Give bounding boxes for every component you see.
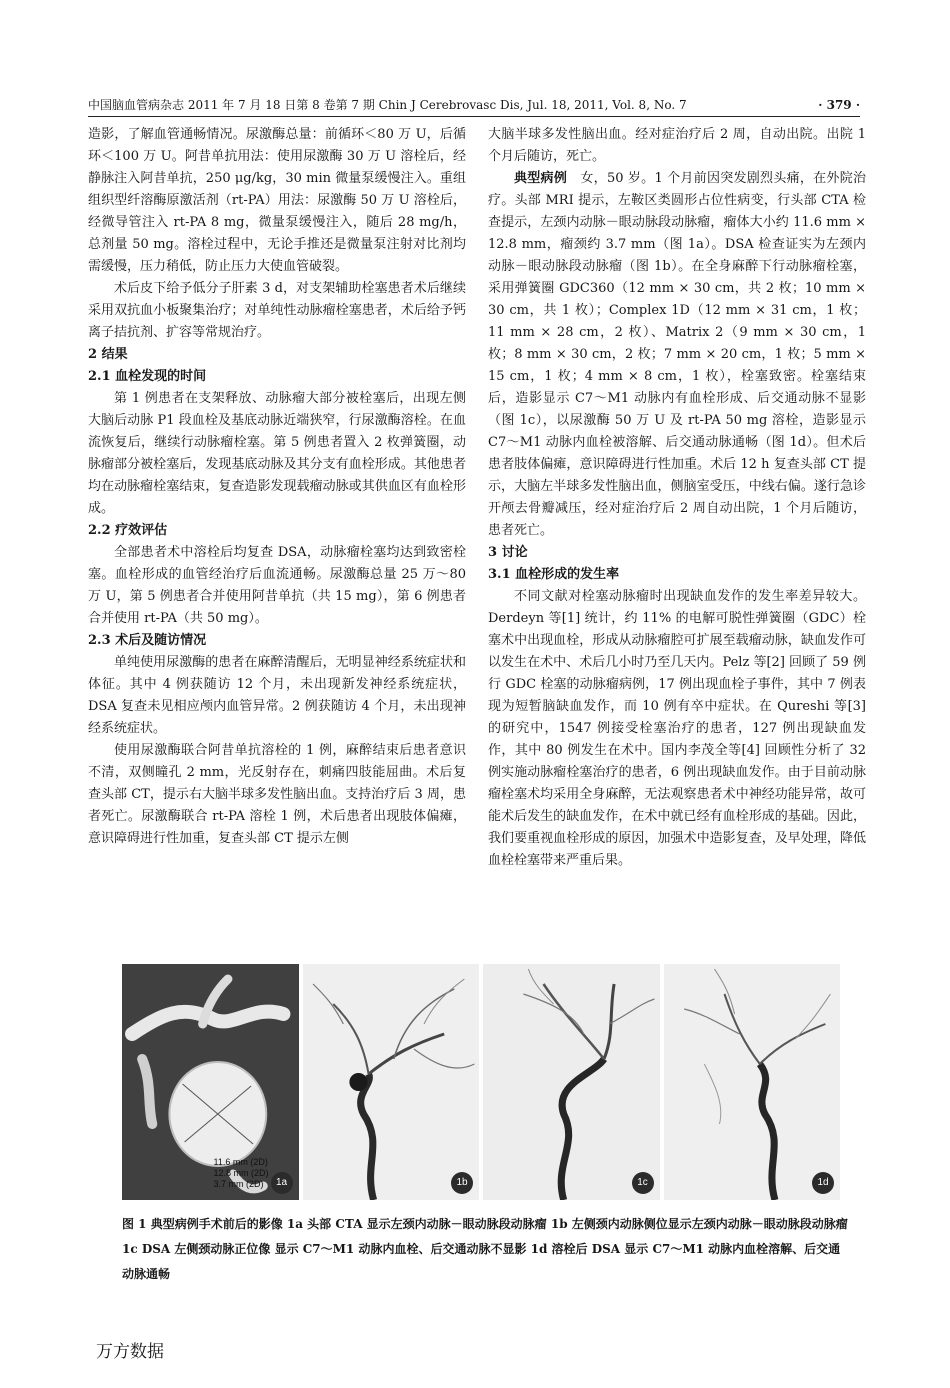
case-report-text: 女，50 岁。1 个月前因突发剧烈头痛，在外院治疗。头部 MRI 提示，左鞍区类圆形占位性病变，行头部 CTA 检查提示，左颈内动脉－眼动脉段动脉瘤，瘤体大小约 11.6 mm × 12.8 mm，瘤颈约 3.7 mm（图 1a）。DSA 检查证实为左颈内动脉－眼动脉段动脉瘤（图 1b）。在全身麻醉下行动脉瘤栓塞，采用弹簧圈 GDC360（12 mm × 30 cm，共 2 枚；10 mm × 30 cm，共 1 枚）；Complex 1D（12 mm × 31 cm，1 枚；11 mm × 28 cm，2 枚）、Matrix 2（9 mm × 30 cm，1 枚；8 mm × 30 cm，2 枚；7 mm × 20 cm，1 枚；5 mm × 15 cm，1 枚；4 mm × 8 cm，1 枚），栓塞致密。栓塞结束后，造影显示 C7～M1 动脉内有血栓形成、后交通动脉不显影（图 1c），以尿激酶 50 万 U 及 rt-PA 50 mg 溶栓，造影显示 C7～M1 动脉内血栓被溶解、后交通动脉通畅（图 1d）。但术后患者肢体偏瘫，意识障碍进行性加重。术后 12 h 复查头部 CT 提示，大脑左半球多发性脑出血，侧脑室受压，中线右偏。遂行急诊开颅去骨瓣减压，经对症治疗后 2 周自动出院，1 个月后随访，患者死亡。 [488,171,866,538]
figure-panel-1a-cta [122,964,299,1200]
measurement-label: 11.6 mm (2D) [213,1157,268,1167]
cta-render-image [122,964,299,1200]
paragraph: 大脑半球多发性脑出血。经对症治疗后 2 周，自动出院。出院 1 个月后随访，死亡。 [488,127,866,164]
source-watermark: 万方数据 [96,1342,164,1362]
running-header [88,94,860,117]
case-report-lead: 典型病例 [514,171,568,186]
paragraph: 造影，了解血管通畅情况。尿激酶总量：前循环＜80 万 U，后循环＜100 万 U。阿昔单抗用法：使用尿激酶 30 万 U 溶栓后，经静脉注入阿昔单抗，250 μg/kg，30 min 微量泵缓慢注入。重组组织型纤溶酶原激活剂（rt-PA）用法：尿激酶 50 万 U 溶栓后，经微导管注入 rt-PA 8 mg，微量泵缓慢注入，随后 28 mg/h，总剂量 50 mg。溶栓过程中，无论手推还是微量泵注射对比剂均需缓慢，压力稍低，防止压力大使血管破裂。 [88,127,466,274]
figure-caption: 图 1 典型病例手术前后的影像 1a 头部 CTA 显示左颈内动脉－眼动脉段动脉瘤 1b 左侧颈内动脉侧位显示左颈内动脉－眼动脉段动脉瘤 1c DSA 左侧颈动脉正位像 显示 C7～M1 动脉内血栓、后交通动脉不显影 1d 溶栓后 DSA 显示 C7～M1 动脉内血栓溶解、后交通动脉通畅 [122,1217,848,1281]
panel-label: 1d [812,1172,834,1194]
subsection-heading: 3.1 血栓形成的发生率 [488,567,620,582]
paragraph: 术后皮下给予低分子肝素 3 d，对支架辅助栓塞患者术后继续采用双抗血小板聚集治疗；对单纯性动脉瘤栓塞患者，术后给予钙离子拮抗剂、扩容等常规治疗。 [88,281,466,340]
right-column [488,124,866,872]
subsection-heading: 2.2 疗效评估 [88,523,168,538]
figure-1 [122,964,840,1200]
paragraph: 全部患者术中溶栓后均复查 DSA，动脉瘤栓塞均达到致密栓塞。血栓形成的血管经治疗后血流通畅。尿激酶总量 25 万～80 万 U，第 5 例患者合并使用阿昔单抗（共 15 mg），第 6 例患者合并使用 rt-PA（共 50 mg）。 [88,545,466,626]
journal-citation: 中国脑血管病杂志 2011 年 7 月 18 日第 8 卷第 7 期 Chin J Cerebrovasc Dis, Jul. 18, 2011, Vol. 8, No. 7 [88,98,687,112]
dsa-image [483,964,660,1200]
figure-panel-1d-dsa [664,964,841,1200]
paragraph: 不同文献对栓塞动脉瘤时出现缺血发作的发生率差异较大。Derdeyn 等[1] 统计，约 11% 的电解可脱性弹簧圈（GDC）栓塞术中出现血栓，形成从动脉瘤腔可扩展至载瘤动脉，缺血发作可以发生在术中、术后几小时乃至几天内。Pelz 等[2] 回顾了 59 例行 GDC 栓塞的动脉瘤病例，17 例出现血栓子事件，其中 7 例表现为短暂脑缺血发作，而 10 例有卒中症状。在 Qureshi 等[3] 的研究中，1547 例接受栓塞治疗的患者，127 例出现缺血发作，其中 80 例发生在术中。国内李茂全等[4] 回顾性分析了 32 例实施动脉瘤栓塞治疗的患者，6 例出现缺血发作。由于目前动脉瘤栓塞术均采用全身麻醉，无法观察患者术中神经功能异常，故可能术后发生的缺血发作，在术中就已经有血栓形成的基础。因此，我们要重视血栓形成的原因，加强术中造影复查，及早处理，降低血栓栓塞带来严重后果。 [488,589,866,868]
panel-label: 1b [451,1172,473,1194]
subsection-heading: 2.1 血栓发现的时间 [88,369,207,384]
measurement-label: 3.7 mm (2D) [213,1179,264,1189]
subsection-heading: 2.3 术后及随访情况 [88,633,207,648]
figure-panel-1c-dsa [483,964,660,1200]
panel-label: 1c [632,1172,654,1194]
left-column [88,124,466,850]
measurement-label: 12.8 mm (2D) [213,1168,269,1178]
dsa-image [664,964,841,1200]
paragraph: 单纯使用尿激酶的患者在麻醉清醒后，无明显神经系统症状和体征。其中 4 例获随访 12 个月，未出现新发神经系统症状，DSA 复查未见相应颅内血管异常。2 例获随访 4 个月，未出现神经系统症状。 [88,655,466,736]
page-number: · 379 · [818,98,860,112]
panel-label: 1a [271,1172,293,1194]
aneurysm-measurements [213,1157,268,1190]
dsa-image [303,964,480,1200]
section-heading-results: 2 结果 [88,347,128,362]
paragraph: 第 1 例患者在支架释放、动脉瘤大部分被栓塞后，出现左侧大脑后动脉 P1 段血栓及基底动脉近端狭窄，行尿激酶溶栓。在血流恢复后，继续行动脉瘤栓塞。第 5 例患者置入 2 枚弹簧圈，动脉瘤部分被栓塞后，发现基底动脉及其分支有血栓形成。其他患者均在动脉瘤栓塞结束，复查造影发现载瘤动脉或其供血区有血栓形成。 [88,391,466,516]
section-heading-discussion: 3 讨论 [488,545,528,560]
figure-panel-1b-dsa [303,964,480,1200]
case-report-paragraph [488,168,866,542]
paragraph: 使用尿激酶联合阿昔单抗溶栓的 1 例，麻醉结束后患者意识不清，双侧瞳孔 2 mm，光反射存在，刺痛四肢能屈曲。术后复查头部 CT，提示右大脑半球多发性脑出血。支持治疗后 3 周，患者死亡。尿激酶联合 rt-PA 溶栓 1 例，术后患者出现肢体偏瘫，意识障碍进行性加重，复查头部 CT 提示左侧 [88,743,466,846]
